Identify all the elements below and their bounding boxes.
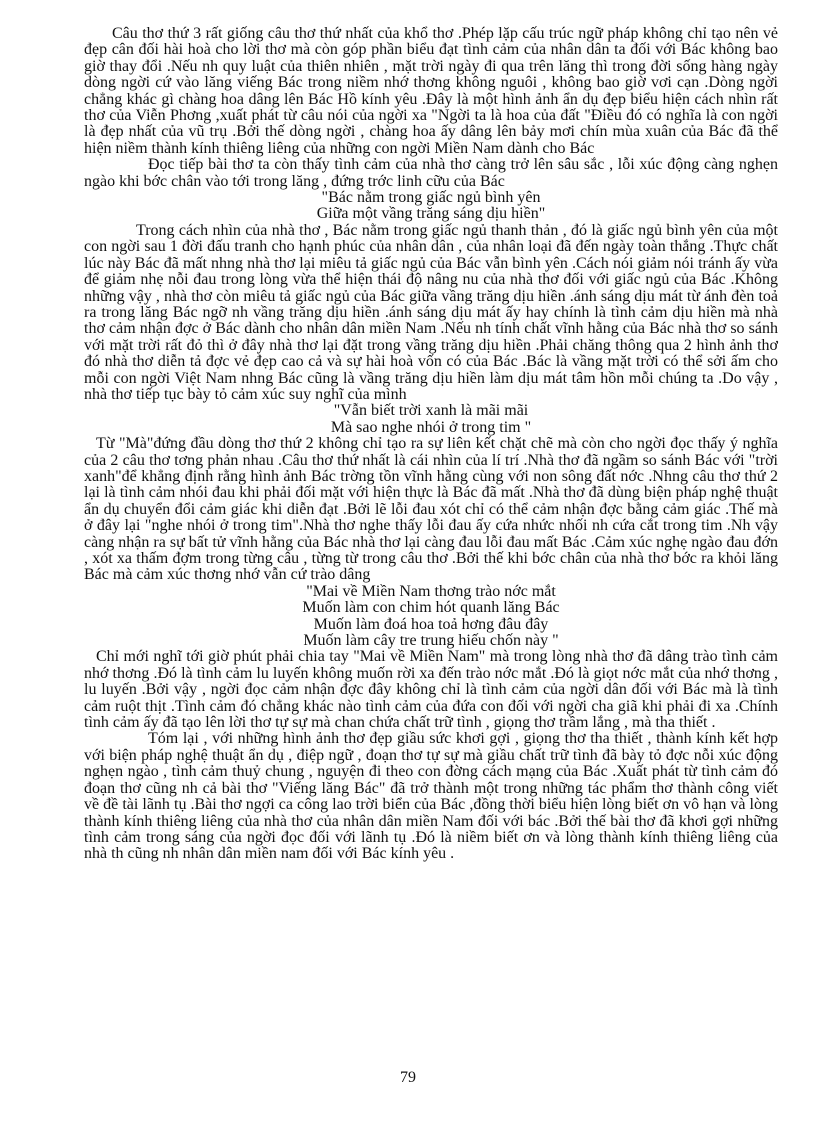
paragraph-5: Chỉ mới nghĩ tới giờ phút phải chia tay "Mai về Miền Nam" mà trong lòng nhà thơ đã dâng trào tình cảm nhớ thơng .Đó là tình cảm lu luyến không muốn rời xa đến trào nớc mắt .Đó là giọt nớc mắt của nhớ thơng , lu luyến .Bởi vậy , ngời đọc cảm nhận đợc đây không chỉ là tình cảm của ngời dân đối với Bác mà là tình cảm ruột thịt .Tình cảm đó chẳng khác nào tình cảm của đứa con đối với ngời cha giã khi phải đi xa .Chính tình cảm ấy đã tạo lên lời thơ tự sự mà chan chứa chất trữ tình , giọng thơ trầm lắng , mà tha thiết . xyxy=(84,648,778,732)
document-page xyxy=(84,26,778,863)
paragraph-3: Trong cách nhìn của nhà thơ , Bác nằm trong giấc ngủ thanh thản , đó là giấc ngủ bình yên của một con ngời sau 1 đời đấu tranh cho hạnh phúc của nhân dân , của nhân loại đã đến ngày toàn thắng .Thực chất lúc này Bác đã mất nhng nhà thơ lại miêu tả giấc ngủ của Bác vẫn bình yên .Cách nói giảm nói tránh ấy vừa để giảm nhẹ nỗi đau trong lòng vừa thể hiện thái độ nâng nu của nhà thơ đối với giấc ngủ của Bác .Không những vậy , nhà thơ còn miêu tả giấc ngủ của Bác giữa vầng trăng dịu hiền .ánh sáng dịu mát từ ánh đèn toả ra trong lăng Bác ngỡ nh vầng trăng dịu hiền .ánh sáng dịu mát ấy hay chính là tình cảm dịu hiền mà nhà thơ cảm nhận đợc ở Bác dành cho nhân dân miền Nam .Nếu nh tính chất vĩnh hằng của Bác nhà thơ so sánh với mặt trời rất đỏ thì ở đây nhà thơ lại đặt trong vầng trăng dịu hiền .Phải chăng thông qua 2 hình ảnh thơ đó nhà thơ diễn tả đợc vẻ đẹp cao cả và sự hài hoà vốn có của Bác .Bác là vầng mặt trời có thể sởi ấm cho mỗi con ngời Việt Nam nhng Bác cũng là vầng trăng dịu hiền làm dịu mát tâm hồn mỗi chúng ta .Do vậy , nhà thơ tiếp tục bày tỏ cảm xúc suy nghĩ của mình xyxy=(84,221,778,403)
paragraph-1: Câu thơ thứ 3 rất giống câu thơ thứ nhất của khổ thơ .Phép lặp cấu trúc ngữ pháp không chỉ tạo nên vẻ đẹp cân đối hài hoà cho lời thơ mà còn góp phần biểu đạt tình cảm của nhân dân ta đối với Bác không bao giờ thay đổi .Nếu nh quy luật của thiên nhiên , mặt trời ngày đi qua trên lăng thì trong đời sống hàng ngày dòng ngời cứ vào lăng viếng Bác trong niềm nhớ thơng không nguôi , không bao giờ vơi cạn .Dòng ngời chẳng khác gì chàng hoa dâng lên Bác Hồ kính yêu .Đây là một hình ảnh ẩn dụ đẹp biểu hiện cách nhìn rất thơ của Viễn Phơng ,xuất phát từ câu nói của ngời xa "Ngời ta là hoa của đất "Điều đó có nghĩa là con ngời là đẹp nhất của vũ trụ .Bởi thế dòng ngời , chàng hoa ấy dâng lên bảy mơi chín mùa xuân của Bác đã thể hiện niềm thành kính thiêng liêng của những con ngời Miền Nam dành cho Bác xyxy=(84,25,778,157)
verse-line: "Vẫn biết trời xanh là mãi mãi xyxy=(333,402,529,420)
paragraph-4: Từ "Mà"đứng đầu dòng thơ thứ 2 không chỉ tạo ra sự liên kết chặt chẽ mà còn cho ngời đọc thấy ý nghĩa của 2 câu thơ tơng phản nhau .Câu thơ thứ nhất là cái nhìn của lí trí .Nhà thơ đã ngầm so sánh Bác với "trời xanh"để khẳng định rằng hình ảnh Bác trờng tồn vĩnh hằng cùng với non sông đất nớc .Nhng câu thơ thứ 2 lại là tình cảm nhói đau khi phải đối mặt với hiện thực là Bác đã mất .Nhà thơ đã dùng biện pháp nghệ thuật ẩn dụ chuyển đổi cảm giác khi diễn đạt .Bởi lẽ lỗi đau xót chỉ có thể cảm nhận đợc bằng cảm giác .Thế mà ở đây lại "nghe nhói ở trong tim".Nhà thơ nghe thấy lỗi đau ấy cứa nhức nhối nh cứa cắt trong tim .Nh vậy càng nhận ra sự bất tử vĩnh hằng của Bác nhà thơ lại càng đau lỗi đau mất Bác .Cảm xúc nghẹ ngào đau đớn , xót xa thấm đợm trong từng câu , từng từ trong câu thơ .Bởi thế khi bớc chân của nhà thơ bớc ra khỏi lăng Bác mà cảm xúc thơng nhớ vẫn cứ trào dâng xyxy=(84,435,778,584)
verse-line: Muốn làm đoá hoa toả hơng đâu đây xyxy=(313,615,549,633)
verse-line: Giữa một vầng trăng sáng dịu hiền" xyxy=(316,205,546,223)
paragraph-6: Tóm lại , với những hình ảnh thơ đẹp giầu sức khơi gợi , giọng thơ tha thiết , thành kính kết hợp với biện pháp nghệ thuật ẩn dụ , điệp ngữ , đoạn thơ tự sự mà giầu chất trữ tình đã bày tỏ đợc nỗi xúc động nghẹn ngào , tình cảm thuỷ chung , nguyện đi theo con đờng cách mạng của Bác .Xuất phát từ tình cảm đó đoạn thơ cũng nh cả bài thơ "Viếng lăng Bác" đã trở thành một trong những tác phẩm thơ thành công viết về đề tài lãnh tụ .Bài thơ ngợi ca công lao trời biển của Bác ,đồng thời biểu hiện lòng biết ơn vô hạn và lòng thành kính thiêng liêng của nhà thơ của nhân dân miền Nam đối với bác .Bởi thế bài thơ đã khơi gợi những tình cảm trong sáng của ngời đọc đối với lãnh tụ .Đó là niềm biết ơn và lòng thành kính thiêng liêng của nhà th cũng nh nhân dân miền nam đối với Bác kính yêu . xyxy=(84,730,778,863)
verse-line: "Bác nằm trong giấc ngủ bình yên xyxy=(321,189,541,207)
verse-line: Muốn làm cây tre trung hiếu chốn này " xyxy=(303,632,559,650)
verse-line: "Mai về Miền Nam thơng trào nớc mắt xyxy=(306,582,556,600)
paragraph-2: Đọc tiếp bài thơ ta còn thấy tình cảm của nhà thơ càng trở lên sâu sắc , lỗi xúc động càng nghẹn ngào khi bớc chân vào tới trong lăng , đứng trớc linh cữu của Bác xyxy=(84,156,778,190)
verse-line: Muốn làm con chim hót quanh lăng Bác xyxy=(302,599,560,617)
verse-line: Mà sao nghe nhói ở trong tim " xyxy=(330,418,532,436)
page-number: 79 xyxy=(400,1069,416,1086)
verse-block-1 xyxy=(84,190,778,223)
verse-block-3 xyxy=(84,584,778,650)
verse-block-2 xyxy=(84,403,778,436)
